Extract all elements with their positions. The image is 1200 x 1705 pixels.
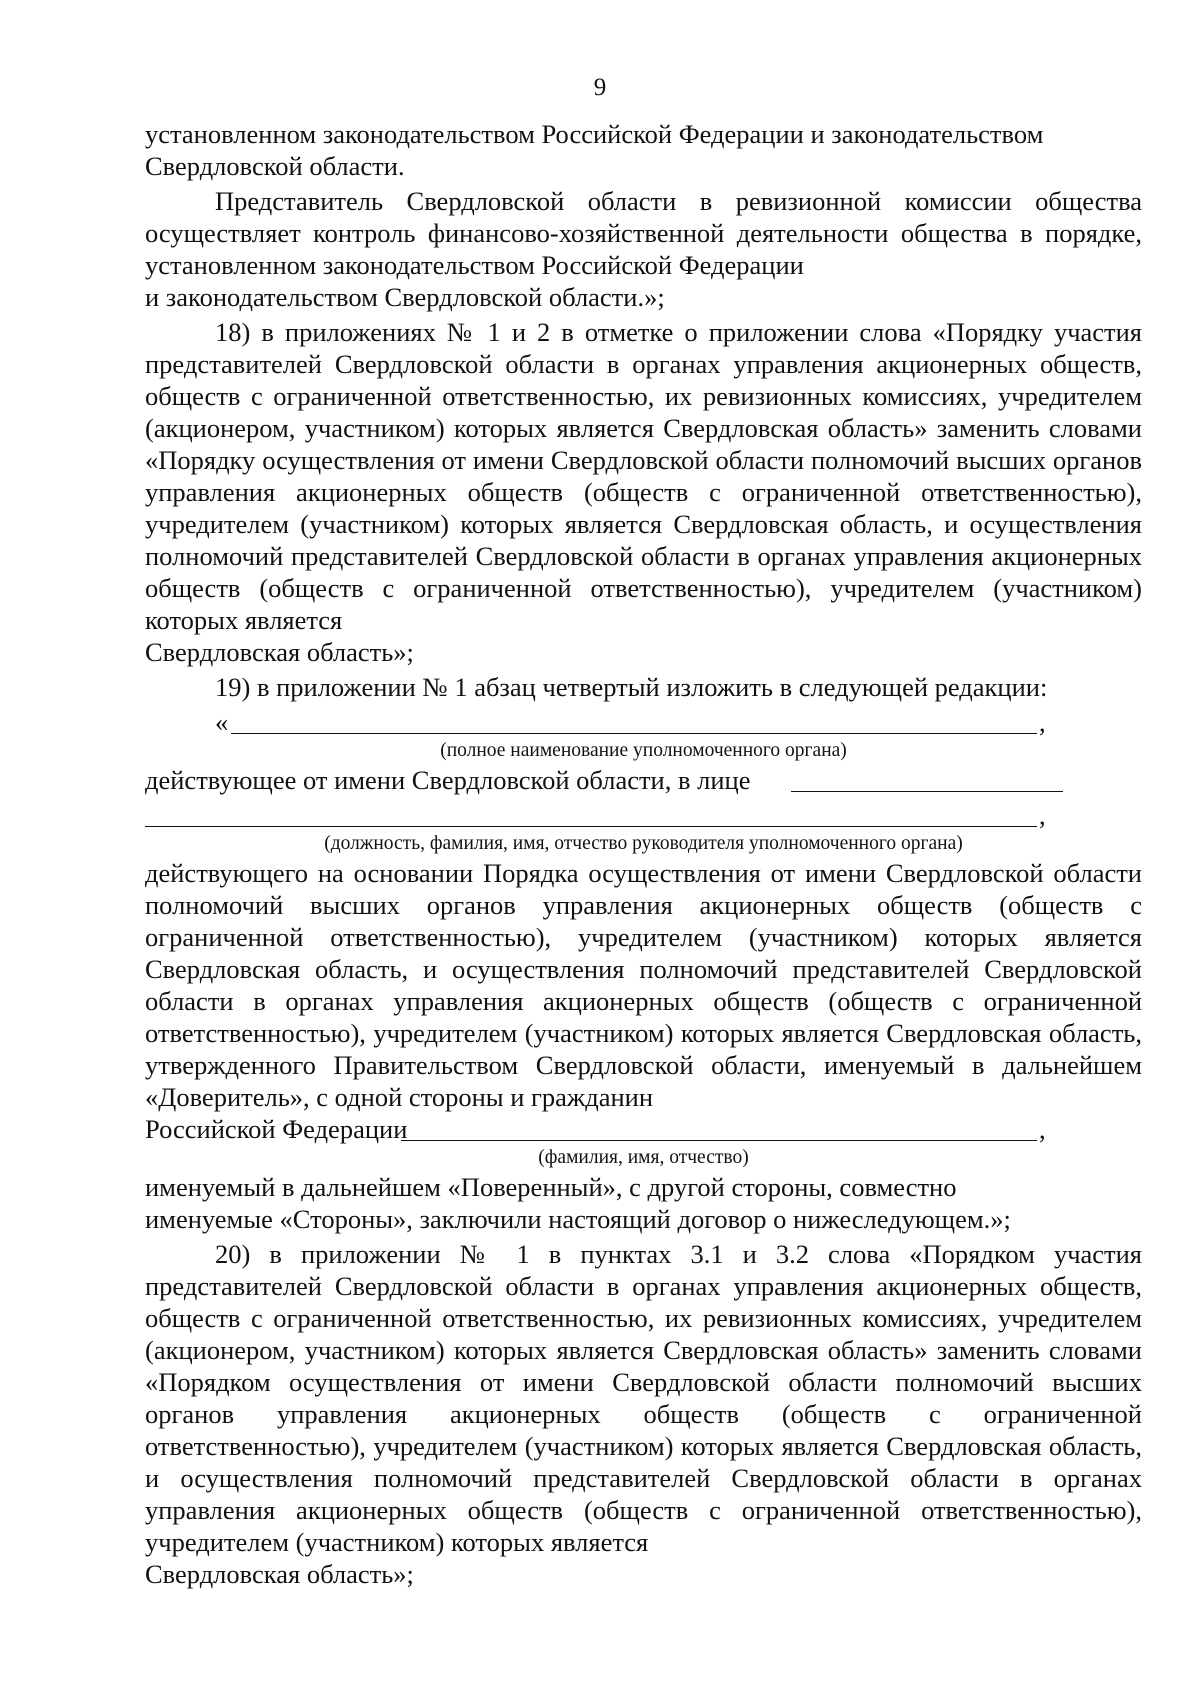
paragraph-acting: действующего на основании Порядка осуществления от имени Свердловской области полномочий высших органов управления акционерных обществ (обществ с ограниченной ответственностью), учредителем (участником) которых является Свердловская область, и осуществления полномочий представителей Свердловской области в органах управления акционерных обществ (обществ с ограниченной ответственностью), учредителем (участником) которых является Свердловская область, утвержденного Правительством Свердловской области, именуемый в дальнейшем «Доверитель», с одной стороны и гражданин — [145, 858, 1142, 1112]
caption-head: (должность, фамилия, имя, отчество руководителя уполномоченного органа) — [324, 833, 963, 854]
organ-name-blank — [231, 733, 1037, 734]
continuation-line-1: установленном законодательством Российской Федерации и законодательством — [145, 119, 1044, 149]
item-20: 20) в приложении № 1 в пунктах 3.1 и 3.2 слова «Порядком участия представителей Свердловской области в органах управления акционерных обществ, обществ с ограниченной ответственностью, их ревизионных комиссиях, учредителем (акционером, участником) которых является Свердловская область» заменить словами «Порядком осуществления от имени Свердловской области полномочий высших органов управления акционерных обществ (обществ с ограниченной ответственностью), учредителем (участником) которых является Свердловская область, и осуществления полномочий представителей Свердловской области в органах управления акционерных обществ (обществ с ограниченной ответственностью), учредителем (участником) которых является — [145, 1239, 1142, 1557]
document-body — [145, 118, 1142, 1590]
item-18-end: Свердловская область»; — [145, 637, 414, 667]
paragraph-continuation-end: Свердловской области. — [145, 151, 405, 181]
representative-blank — [791, 791, 1063, 792]
item-18: 18) в приложениях № 1 и 2 в отметке о приложении слова «Порядку участия представителей Свердловской области в органах управления акционерных обществ, обществ с ограниченной ответственностью, их ревизионных комиссиях, учредителем (акционером, участником) которых является Свердловская область» заменить словами «Порядку осуществления от имени Свердловской области полномочий высших органов управления акционерных обществ (обществ с ограниченной ответственностью), учредителем (участником) которых является Свердловская область, и осуществления полномочий представителей Свердловской области в органах управления акционерных обществ (обществ с ограниченной ответственностью), учредителем (участником) которых является — [145, 317, 1142, 635]
form-organ-line — [145, 706, 1142, 738]
paragraph-audit-commission-end: и законодательством Свердловской области.»; — [145, 282, 665, 312]
caption-fio: (фамилия, имя, отчество) — [538, 1147, 749, 1168]
page-number: 9 — [593, 74, 607, 101]
item-20-end: Свердловская область»; — [145, 1559, 414, 1589]
paragraph-attorney: именуемый в дальнейшем «Поверенный», с другой стороны, совместно — [145, 1172, 957, 1202]
comma: , — [1039, 707, 1046, 737]
paragraph-audit-commission: Представитель Свердловской области в ревизионной комиссии общества осуществляет контроль финансово-хозяйственной деятельности общества в порядке, установленном законодательством Российской Федерации — [145, 186, 1142, 280]
comma: , — [1039, 800, 1046, 830]
paragraph-attorney-end: именуемые «Стороны», заключили настоящий договор о нижеследующем.»; — [145, 1204, 1011, 1234]
comma: , — [1039, 1114, 1046, 1144]
caption-organ: (полное наименование уполномоченного органа) — [440, 740, 847, 761]
open-quote: « — [215, 707, 229, 737]
form-acting-line — [145, 764, 1142, 796]
item-19: 19) в приложении № 1 абзац четвертый изложить в следующей редакции: — [215, 672, 1048, 702]
citizen-label: Российской Федерации — [145, 1114, 408, 1144]
form-head-line — [145, 799, 1142, 831]
head-blank — [145, 826, 1037, 827]
form-citizen-line — [145, 1113, 1142, 1145]
paragraph-continuation — [145, 118, 1142, 150]
fio-blank — [401, 1140, 1037, 1141]
acting-label: действующее от имени Свердловской области, в лице — [145, 765, 751, 795]
